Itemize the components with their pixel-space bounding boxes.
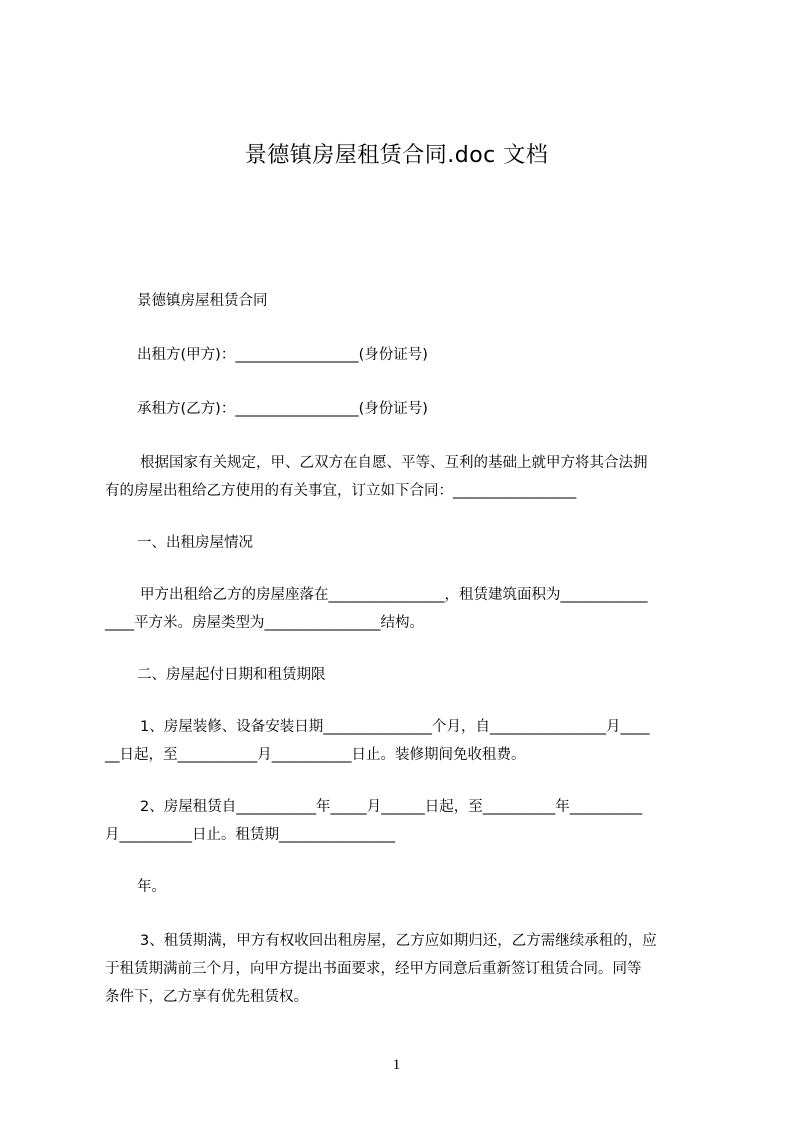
item-1-line-2: __日起，至___________月___________日止。装修期间免收租费。 — [105, 747, 526, 763]
item-2-line-2: 月__________日止。租赁期________________ — [105, 827, 395, 843]
section-1-paragraph-line-2: ____平方米。房屋类型为________________结构。 — [105, 615, 424, 631]
section-2-heading: 二、房屋起付日期和租赁期限 — [137, 667, 326, 683]
section-1-paragraph-line-1: 甲方出租给乙方的房屋座落在________________，租赁建筑面积为____________ — [140, 587, 648, 603]
contract-subtitle: 景德镇房屋租赁合同 — [137, 293, 268, 309]
intro-paragraph-line-1: 根据国家有关规定，甲、乙双方在自愿、平等、互利的基础上就甲方将其合法拥 — [140, 455, 648, 471]
section-1-heading: 一、出租房屋情况 — [137, 535, 253, 551]
document-title: 景德镇房屋租赁合同.doc 文档 — [244, 143, 549, 168]
item-2-line-1: 2、房屋租赁自___________年_____月______日起，至__________年__________ — [140, 799, 643, 815]
item-3-line-3: 条件下，乙方享有优先租赁权。 — [105, 989, 308, 1005]
item-1-line-1: 1、房屋装修、设备安装日期_______________个月，自________________月____ — [140, 719, 650, 735]
item-3-line-1: 3、租赁期满，甲方有权收回出租房屋，乙方应如期归还，乙方需继续承租的，应 — [140, 933, 657, 949]
item-3-line-2: 于租赁期满前三个月，向甲方提出书面要求，经甲方同意后重新签订租赁合同。同等 — [105, 961, 642, 977]
item-2-line-3: 年。 — [137, 879, 166, 895]
page-number: 1 — [392, 1057, 401, 1073]
lessor-line: 出租方(甲方)：_________________(身份证号) — [137, 347, 428, 363]
intro-paragraph-line-2: 有的房屋出租给乙方使用的有关事宜，订立如下合同：_________________ — [105, 483, 577, 499]
lessee-line: 承租方(乙方)：_________________(身份证号) — [137, 401, 428, 417]
